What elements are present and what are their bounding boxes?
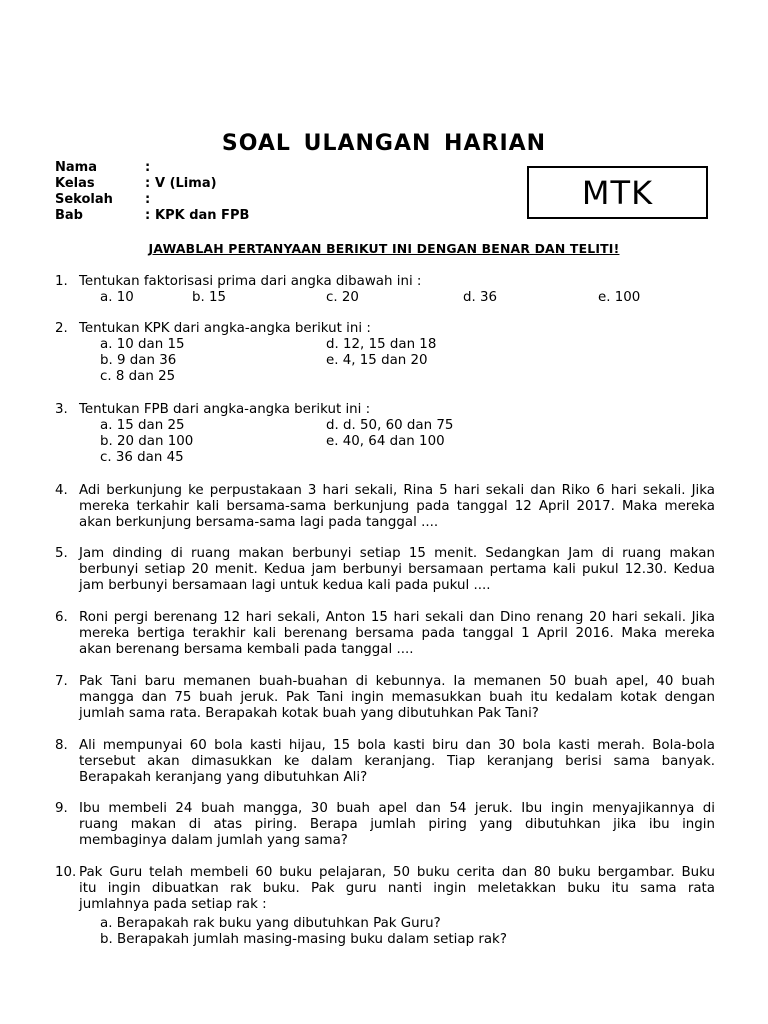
question-line: Pak Tani baru memanen buah-buahan di kebunnya. Ia memanen 50 buah apel, 40 buah — [79, 674, 715, 689]
question-text — [79, 402, 715, 418]
answer-option: d. 36 — [463, 290, 498, 305]
answer-option: e. 100 — [598, 290, 641, 305]
answer-option: d. 12, 15 dan 18 — [326, 337, 437, 352]
answer-option: e. 4, 15 dan 20 — [326, 353, 428, 368]
identity-label: Sekolah — [55, 192, 113, 207]
question-line: jumlah sama rata. Berapakah kotak buah yang dibutuhkan Pak Tani? — [79, 706, 539, 721]
identity-label: Nama — [55, 160, 97, 175]
answer-option: b. 9 dan 36 — [100, 353, 177, 368]
question-line: Tentukan FPB dari angka-angka berikut ini : — [79, 402, 371, 417]
question-line: mereka bertiga terakhir kali berenang bersama pada tanggal 1 April 2016. Maka mereka — [79, 626, 715, 641]
question-6 — [55, 610, 715, 660]
question-text — [79, 738, 715, 786]
answer-option: a. 10 — [100, 290, 134, 305]
answer-option: c. 8 dan 25 — [100, 369, 176, 384]
answer-option: b. 15 — [192, 290, 227, 305]
question-5 — [55, 546, 715, 596]
question-7 — [55, 674, 715, 724]
sub-question: b. Berapakah jumlah masing-masing buku dalam setiap rak? — [100, 932, 507, 947]
question-line: Roni pergi berenang 12 hari sekali, Anton 15 hari sekali dan Dino renang 20 hari sekali. Jika — [79, 610, 715, 625]
answer-option: a. 10 dan 15 — [100, 337, 185, 352]
question-text — [79, 865, 715, 913]
answer-option: e. 40, 64 dan 100 — [326, 434, 445, 449]
question-line: akan berkunjung bersama-sama lagi pada tanggal .... — [79, 515, 439, 530]
question-text — [79, 546, 715, 594]
instruction-text: JAWABLAH PERTANYAAN BERIKUT INI DENGAN BENAR DAN TELITI! — [148, 241, 620, 256]
question-line: Jam dinding di ruang makan berbunyi setiap 15 menit. Sedangkan Jam di ruang makan — [79, 546, 715, 561]
question-2 — [55, 321, 715, 387]
question-line: mangga dan 75 buah jeruk. Pak Tani ingin memasukkan buah itu kedalam kotak dengan — [79, 690, 715, 705]
identity-colon: : — [145, 192, 151, 207]
identity-label: Bab — [55, 208, 83, 223]
question-8 — [55, 738, 715, 788]
question-line: Ali mempunyai 60 bola kasti hijau, 15 bola kasti biru dan 30 bola kasti merah. Bola-bola — [79, 738, 715, 753]
question-line: Tentukan faktorisasi prima dari angka dibawah ini : — [79, 274, 422, 289]
question-line: berbunyi setiap 20 menit. Kedua jam berbunyi bersamaan pertama kali pukul 12.30. Kedua — [79, 562, 715, 577]
question-text — [79, 674, 715, 722]
question-line: tersebut akan dimasukkan ke dalam keranjang. Tiap keranjang berisi sama banyak. — [79, 754, 715, 769]
question-number: 9. — [55, 801, 68, 816]
question-line: jam berbunyi bersamaan lagi untuk kedua kali pada pukul .... — [79, 578, 491, 593]
question-number: 2. — [55, 321, 68, 336]
answer-option: a. 15 dan 25 — [100, 418, 185, 433]
question-text — [79, 801, 715, 849]
identity-value: V (Lima) — [155, 176, 217, 191]
question-number: 6. — [55, 610, 68, 625]
identity-value: KPK dan FPB — [155, 208, 250, 223]
page-title: SOAL ULANGAN HARIAN — [221, 131, 547, 156]
question-line: membaginya dalam jumlah yang sama? — [79, 833, 348, 848]
question-number: 10. — [55, 865, 77, 880]
question-4 — [55, 483, 715, 533]
question-text — [79, 610, 715, 658]
question-number: 1. — [55, 274, 68, 289]
answer-option: b. 20 dan 100 — [100, 434, 194, 449]
question-line: ruang makan di atas piring. Berapa jumlah piring yang dibutuhkan jika ibu ingin — [79, 817, 715, 832]
question-line: mereka terkahir kali bersama-sama berkunjung pada tanggal 12 April 2017. Maka mereka — [79, 499, 715, 514]
question-text — [79, 274, 715, 290]
identity-colon: : — [145, 176, 151, 191]
question-10 — [55, 865, 715, 949]
question-number: 7. — [55, 674, 68, 689]
answer-option: c. 36 dan 45 — [100, 450, 184, 465]
question-line: itu ingin dibuatkan rak buku. Pak guru nanti ingin meletakkan buku itu sama rata — [79, 881, 715, 896]
identity-colon: : — [145, 208, 151, 223]
question-line: Pak Guru telah membeli 60 buku pelajaran, 50 buku cerita dan 80 buku bergambar. Buku — [79, 865, 715, 880]
question-text — [79, 483, 715, 531]
question-line: Adi berkunjung ke perpustakaan 3 hari sekali, Rina 5 hari sekali dan Riko 6 hari sekali. Jika — [79, 483, 715, 498]
question-number: 8. — [55, 738, 68, 753]
sub-question: a. Berapakah rak buku yang dibutuhkan Pak Guru? — [100, 916, 441, 931]
subject-box — [527, 166, 708, 219]
question-line: Berapakah keranjang yang dibutuhkan Ali? — [79, 770, 368, 785]
question-number: 5. — [55, 546, 68, 561]
identity-label: Kelas — [55, 176, 95, 191]
identity-colon: : — [145, 160, 151, 175]
question-line: Ibu membeli 24 buah mangga, 30 buah apel dan 54 jeruk. Ibu ingin menyajikannya di — [79, 801, 715, 816]
question-9 — [55, 801, 715, 851]
question-line: Tentukan KPK dari angka-angka berikut ini : — [79, 321, 371, 336]
question-text — [79, 321, 715, 337]
subject-label: MTK — [581, 173, 654, 212]
question-3 — [55, 402, 715, 468]
answer-option: c. 20 — [326, 290, 359, 305]
question-number: 3. — [55, 402, 68, 417]
question-line: jumlahnya pada setiap rak : — [79, 897, 267, 912]
question-1 — [55, 274, 715, 310]
question-number: 4. — [55, 483, 68, 498]
question-line: akan berenang bersama kembali pada tanggal .... — [79, 642, 414, 657]
answer-option: d. d. 50, 60 dan 75 — [326, 418, 454, 433]
